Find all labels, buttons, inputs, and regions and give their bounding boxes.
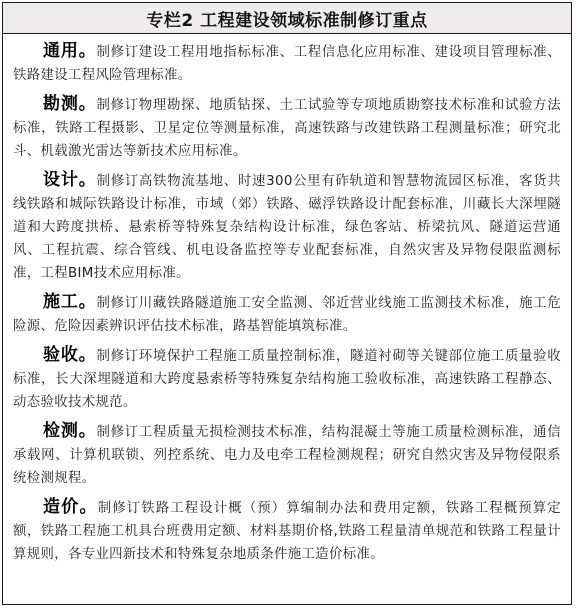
content-area — [3, 34, 571, 566]
section-heading: 验收。 — [43, 345, 97, 365]
page-title: 专栏2 工程建设领域标准制修订重点 — [146, 10, 428, 31]
section-design — [13, 169, 561, 285]
section-heading: 造价。 — [43, 497, 98, 517]
section-heading: 检测。 — [43, 421, 97, 441]
section-heading: 设计。 — [43, 170, 97, 190]
section-survey — [13, 93, 561, 163]
column-box — [2, 2, 572, 605]
section-acceptance — [13, 344, 561, 414]
section-heading: 施工。 — [43, 292, 97, 312]
section-text: 制修订高铁物流基地、时速300公里有砟轨道和智慧物流园区标准，客货共线铁路和城际铁路设计标准，市域（郊）铁路、磁浮铁路设计配套标准，川藏长大深埋隧道和大跨度拱桥、悬索桥等特殊复杂结构设计标准，绿色客站、桥梁抗风、隧道运营通风、工程抗震、综合管线、机电设备监控等专业配套标准，自然灾害及异物侵限监测标准，工程BIM技术应用标准。 — [13, 174, 561, 281]
section-text: 制修订川藏铁路隧道施工安全监测、邻近营业线施工监测技术标准，施工危险源、危险因素辨识评估技术标准，路基智能填筑标准。 — [13, 296, 561, 334]
section-cost — [13, 496, 561, 566]
section-text: 制修订物理勘探、地质钻探、土工试验等专项地质勘察技术标准和试验方法标准，铁路工程摄影、卫星定位等测量标准，高速铁路与改建铁路工程测量标准；研究北斗、机载激光雷达等新技术应用标准。 — [13, 98, 561, 159]
section-inspection — [13, 420, 561, 490]
section-construction — [13, 291, 561, 338]
section-text: 制修订建设工程用地指标标准、工程信息化应用标准、建设项目管理标准、铁路建设工程风险管理标准。 — [13, 45, 561, 83]
title-bar — [3, 3, 571, 34]
section-text: 制修订环境保护工程施工质量控制标准，隧道衬砌等关键部位施工质量验收标准，长大深埋隧道和大跨度悬索桥等特殊复杂结构施工验收标准，高速铁路工程静态、动态验收技术规范。 — [13, 349, 561, 410]
section-text: 制修订工程质量无损检测技术标准，结构混凝土等施工质量检测标准，通信承载网、计算机联锁、列控系统、电力及电牵工程检测规程；研究自然灾害及异物侵限系统检测规程。 — [13, 425, 561, 486]
section-heading: 通用。 — [43, 41, 97, 61]
section-heading: 勘测。 — [43, 94, 97, 114]
section-text: 制修订铁路工程设计概（预）算编制办法和费用定额，铁路工程概预算定额，铁路工程施工机具台班费用定额、材料基期价格,铁路工程量清单规范和铁路工程量计算规则，各专业四新技术和特殊复杂地质条件施工造价标准。 — [13, 501, 561, 562]
section-general — [13, 40, 561, 87]
